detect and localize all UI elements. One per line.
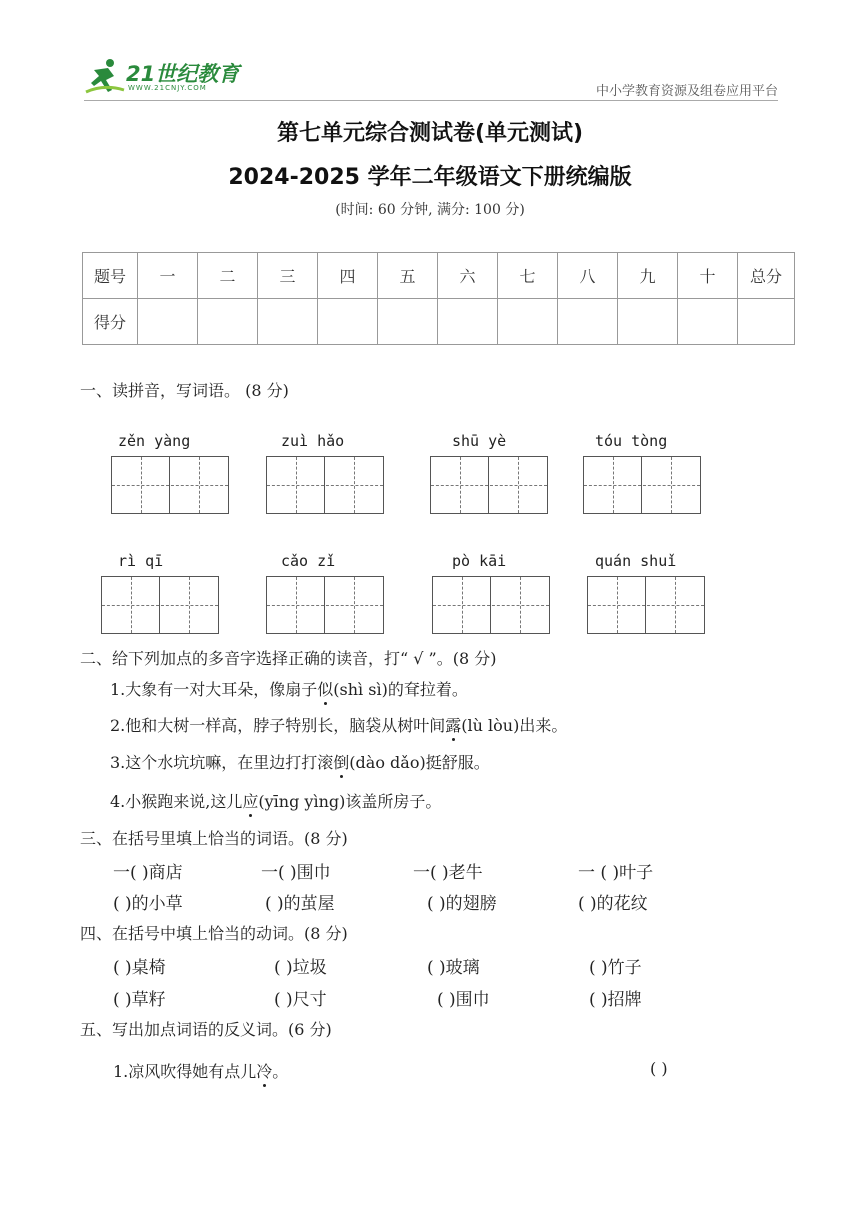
score-cell[interactable] xyxy=(258,299,318,345)
score-cell[interactable] xyxy=(738,299,795,345)
platform-name: 中小学教育资源及组卷应用平台 xyxy=(595,84,778,99)
fill-blank-item[interactable]: ( )的花纹 xyxy=(578,894,648,914)
score-cell[interactable] xyxy=(438,299,498,345)
logo-text: 21世纪教育 xyxy=(126,62,240,86)
fill-blank-item[interactable]: 一 ( )叶子 xyxy=(578,863,654,883)
writing-grid[interactable] xyxy=(266,456,384,514)
table-header-cell: 题号 xyxy=(83,253,138,299)
pinyin-label: tóu tòng xyxy=(595,432,668,450)
pinyin-label: zěn yàng xyxy=(118,432,191,450)
fill-blank-item[interactable]: ( )桌椅 xyxy=(113,958,166,978)
writing-grid[interactable] xyxy=(266,576,384,634)
table-header-cell: 十 xyxy=(678,253,738,299)
score-cell[interactable] xyxy=(678,299,738,345)
score-cell[interactable] xyxy=(198,299,258,345)
exam-info: (时间: 60 分钟, 满分: 100 分) xyxy=(335,202,525,218)
fill-blank-item[interactable]: ( )围巾 xyxy=(437,990,490,1010)
pinyin-label: pò kāi xyxy=(452,552,507,570)
fill-blank-item[interactable]: 一( )老牛 xyxy=(413,863,483,883)
question-text: 4.小猴跑来说,这儿 xyxy=(110,792,243,811)
writing-grid[interactable] xyxy=(430,456,548,514)
dotted-char: 露 xyxy=(445,716,462,735)
fill-blank-item[interactable]: ( )草籽 xyxy=(113,990,166,1010)
pinyin-label: quán shuǐ xyxy=(595,552,677,570)
writing-grid[interactable] xyxy=(587,576,705,634)
page-subtitle: 2024-2025 学年二年级语文下册统编版 xyxy=(228,165,632,190)
dotted-char: 似 xyxy=(317,680,334,699)
writing-grid[interactable] xyxy=(583,456,701,514)
table-header-cell: 七 xyxy=(498,253,558,299)
score-cell[interactable] xyxy=(318,299,378,345)
question-text: 1.大象有一对大耳朵，像扇子 xyxy=(110,680,318,699)
score-table-header-row xyxy=(83,253,795,299)
fill-blank-item[interactable]: ( )的小草 xyxy=(113,894,183,914)
score-cell[interactable] xyxy=(378,299,438,345)
section1-title: 一、读拼音，写词语。 (8 分) xyxy=(80,381,289,400)
table-header-cell: 六 xyxy=(438,253,498,299)
reading-options[interactable]: (shì sì)的耷拉着。 xyxy=(333,680,468,699)
logo xyxy=(84,56,240,96)
question-item xyxy=(110,789,441,812)
reading-options[interactable]: (dào dǎo)挺舒服。 xyxy=(349,753,490,772)
question-item xyxy=(113,1059,288,1082)
fill-blank-item[interactable]: 一( )商店 xyxy=(113,863,183,883)
header-divider xyxy=(84,100,778,101)
logo-url: WWW.21CNJY.COM xyxy=(128,84,207,92)
reading-options[interactable]: (lù lòu)出来。 xyxy=(461,716,568,735)
table-header-cell: 九 xyxy=(618,253,678,299)
question-text: 2.他和大树一样高，脖子特别长，脑袋从树叶间 xyxy=(110,716,446,735)
fill-blank-item[interactable]: 一( )围巾 xyxy=(261,863,331,883)
score-cell[interactable] xyxy=(138,299,198,345)
writing-grid[interactable] xyxy=(101,576,219,634)
score-cell[interactable] xyxy=(498,299,558,345)
score-cell[interactable] xyxy=(618,299,678,345)
table-header-cell: 一 xyxy=(138,253,198,299)
table-header-cell: 四 xyxy=(318,253,378,299)
pinyin-label: zuì hǎo xyxy=(281,432,345,450)
section2-title: 二、给下列加点的多音字选择正确的读音，打“ √ ”。(8 分) xyxy=(80,649,497,668)
page-title: 第七单元综合测试卷(单元测试) xyxy=(276,121,584,146)
pinyin-label: shū yè xyxy=(452,432,507,450)
table-header-cell: 三 xyxy=(258,253,318,299)
fill-blank-item[interactable]: ( )尺寸 xyxy=(274,990,327,1010)
fill-blank-item[interactable]: ( )玻璃 xyxy=(427,958,480,978)
fill-blank-item[interactable]: ( )的茧屋 xyxy=(265,894,335,914)
dotted-char: 应 xyxy=(242,792,259,811)
runner-logo-icon xyxy=(84,56,128,96)
question-text-end: 。 xyxy=(272,1062,289,1081)
pinyin-label: cǎo zǐ xyxy=(281,552,336,570)
answer-blank[interactable]: ( ) xyxy=(650,1059,668,1078)
section4-title: 四、在括号中填上恰当的动词。(8 分) xyxy=(80,924,348,943)
score-table-score-row xyxy=(83,299,795,345)
table-header-cell: 五 xyxy=(378,253,438,299)
section5-title: 五、写出加点词语的反义词。(6 分) xyxy=(80,1020,332,1039)
reading-options[interactable]: (yīng yìng)该盖所房子。 xyxy=(258,792,442,811)
score-cell[interactable] xyxy=(558,299,618,345)
table-row-label: 得分 xyxy=(83,299,138,345)
fill-blank-item[interactable]: ( )竹子 xyxy=(589,958,642,978)
question-item xyxy=(110,677,468,700)
question-text: 1.凉风吹得她有点儿 xyxy=(113,1062,257,1081)
writing-grid[interactable] xyxy=(111,456,229,514)
question-item xyxy=(110,713,567,736)
fill-blank-item[interactable]: ( )垃圾 xyxy=(274,958,327,978)
table-header-cell: 二 xyxy=(198,253,258,299)
pinyin-label: rì qī xyxy=(118,552,164,570)
fill-blank-item[interactable]: ( )的翅膀 xyxy=(427,894,497,914)
writing-grid[interactable] xyxy=(432,576,550,634)
question-item xyxy=(110,750,490,773)
dotted-char: 冷 xyxy=(256,1062,273,1081)
table-header-cell: 八 xyxy=(558,253,618,299)
fill-blank-item[interactable]: ( )招牌 xyxy=(589,990,642,1010)
question-text: 3.这个水坑坑嘛，在里边打打滚 xyxy=(110,753,334,772)
table-header-cell: 总分 xyxy=(738,253,795,299)
section3-title: 三、在括号里填上恰当的词语。(8 分) xyxy=(80,829,348,848)
score-table xyxy=(82,252,795,345)
dotted-char: 倒 xyxy=(333,753,350,772)
